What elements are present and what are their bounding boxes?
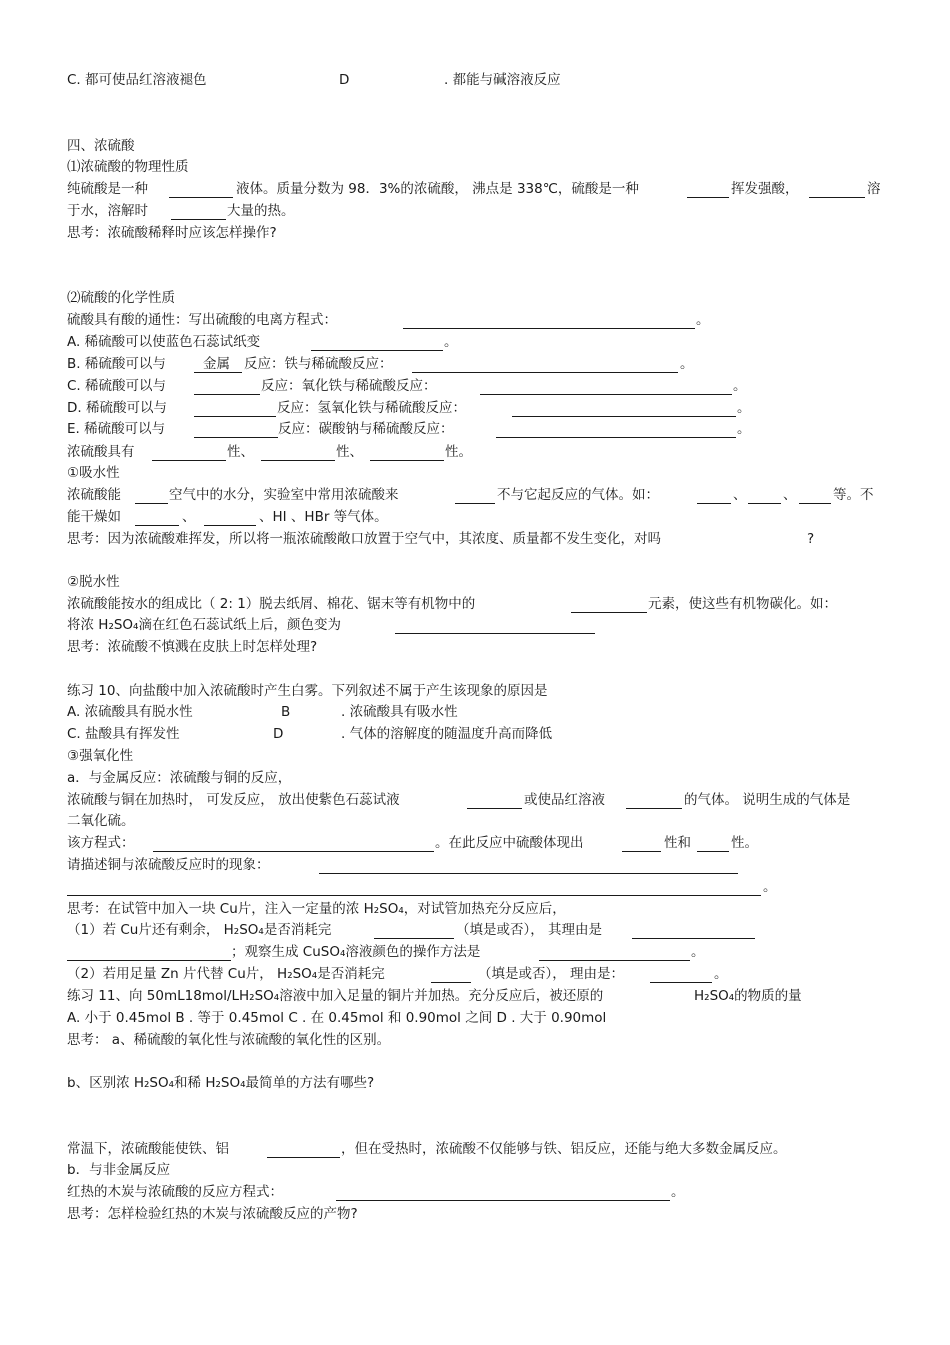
text-line: a．与金属反应：浓硫酸与铜的反应，: [67, 770, 292, 786]
blank[interactable]: [153, 851, 434, 852]
text-line: 。: [714, 966, 728, 982]
blank[interactable]: [632, 938, 755, 939]
blank[interactable]: [395, 633, 595, 634]
blank[interactable]: [336, 1200, 670, 1201]
blank[interactable]: [194, 437, 278, 438]
option-d-letter: D: [273, 726, 284, 742]
blank[interactable]: [480, 394, 732, 395]
blank[interactable]: [319, 873, 738, 874]
think-question: 思考：因为浓硫酸难挥发，所以将一瓶浓硫酸敞口放置于空气中，其浓度、质量都不发生变化，对吗: [67, 531, 661, 547]
blank[interactable]: [539, 960, 690, 961]
subsection-physical: ⑴浓硫酸的物理性质: [67, 159, 189, 175]
option-b-letter: B: [281, 704, 291, 720]
text-line: 性。: [731, 835, 758, 851]
option-d-text: . 都能与碱溶液反应: [444, 72, 561, 88]
text-line: 反应：氢氧化铁与稀硫酸反应：: [277, 400, 466, 416]
think-question: 思考：浓硫酸稀释时应该怎样操作?: [67, 225, 277, 241]
text-line: 液体。质量分数为 98．3%的浓硫酸， 沸点是 338℃，硫酸是一种: [236, 181, 639, 197]
text-line: 性。: [445, 444, 472, 460]
blank[interactable]: [748, 503, 781, 504]
blank[interactable]: [697, 851, 729, 852]
text-line: （填是或否）， 其理由是: [456, 922, 603, 938]
text-line: 浓硫酸与铜在加热时， 可发反应， 放出使紫色石蕊试液: [67, 792, 400, 808]
text-line: H₂SO₄的物质的量: [694, 988, 802, 1004]
heading-dehydrate: ②脱水性: [67, 574, 120, 590]
text-line: 反应：氧化铁与稀硫酸反应：: [261, 378, 437, 394]
text-line: D. 稀硫酸可以与: [67, 400, 167, 416]
text-line: 。: [691, 944, 705, 960]
blank[interactable]: [261, 460, 335, 461]
text-line: 将浓 H₂SO₄滴在红色石蕊试纸上后，颜色变为: [67, 617, 341, 633]
text-line: 反应：铁与稀硫酸反应：: [244, 356, 393, 372]
blank[interactable]: [311, 350, 443, 351]
text-line: B. 稀硫酸可以与: [67, 356, 166, 372]
text-line: E. 稀硫酸可以与: [67, 421, 166, 437]
heading-absorb: ①吸水性: [67, 465, 120, 481]
text-line: 反应：碳酸钠与稀硫酸反应：: [278, 421, 454, 437]
text-line: 。: [763, 879, 777, 895]
blank[interactable]: [403, 328, 695, 329]
blank[interactable]: [687, 197, 729, 198]
text-line: ，但在受热时，浓硫酸不仅能够与铁、铝反应，还能与绝大多数金属反应。: [341, 1141, 787, 1157]
text-line: 硫酸具有酸的通性：写出硫酸的电离方程式：: [67, 312, 337, 328]
exercise-10: 练习 10、向盐酸中加入浓硫酸时产生白雾。下列叙述不属于产生该现象的原因是: [67, 683, 548, 699]
think-question: 思考：怎样检验红热的木炭与浓硫酸反应的产物?: [67, 1206, 358, 1222]
blank[interactable]: [571, 612, 647, 613]
text-line: 二氧化硫。: [67, 813, 135, 829]
text-line: 等。不: [833, 487, 874, 503]
text-line: 。: [696, 312, 710, 328]
blank[interactable]: [809, 197, 865, 198]
blank[interactable]: [697, 503, 731, 504]
text-line: 、: [182, 509, 196, 525]
blank[interactable]: [370, 460, 444, 461]
text-line: 浓硫酸能按水的组成比（ 2: 1）脱去纸屑、棉花、锯末等有机物中的: [67, 596, 476, 612]
text-line: 红热的木炭与浓硫酸的反应方程式：: [67, 1184, 283, 1200]
text-line: 不与它起反应的气体。如：: [497, 487, 659, 503]
option-c: C. 盐酸具有挥发性: [67, 726, 180, 742]
option-a: A. 浓硫酸具有脱水性: [67, 704, 193, 720]
text-line: ?: [807, 531, 815, 547]
text-line: 。: [671, 1184, 685, 1200]
text-line: 请描述铜与浓硫酸反应时的现象：: [67, 857, 270, 873]
text-line: 性和: [664, 835, 691, 851]
blank[interactable]: [431, 982, 471, 983]
exercise-11-options: A. 小于 0.45mol B . 等于 0.45mol C . 在 0.45mol 和 0.90mol 之间 D . 大于 0.90mol: [67, 1010, 607, 1026]
blank[interactable]: [135, 503, 168, 504]
text-line: 、: [783, 487, 797, 503]
blank[interactable]: [194, 416, 276, 417]
blank[interactable]: [135, 525, 179, 526]
text-line: A. 稀硫酸可以使蓝色石蕊试纸变: [67, 334, 261, 350]
option-d: . 气体的溶解度的随温度升高而降低: [341, 726, 553, 742]
text-line: 或使品红溶液: [524, 792, 605, 808]
text-line: 、: [733, 487, 747, 503]
blank[interactable]: [455, 503, 495, 504]
think-question: 思考： a、稀硫酸的氧化性与浓硫酸的氧化性的区别。: [67, 1032, 391, 1048]
text-line: 。在此反应中硫酸体现出: [435, 835, 584, 851]
section-title: 四、浓硫酸: [67, 138, 135, 154]
blank[interactable]: [67, 895, 761, 896]
blank[interactable]: [412, 372, 678, 373]
filled-answer: 金属: [203, 356, 230, 372]
text-line: 于水，溶解时: [67, 203, 148, 219]
text-line: 能干燥如: [67, 509, 121, 525]
text-line: C. 稀硫酸可以与: [67, 378, 167, 394]
option-b: . 浓硫酸具有吸水性: [341, 704, 458, 720]
text-line: 。: [733, 378, 747, 394]
text-line: 元素，使这些有机物碳化。如：: [648, 596, 837, 612]
think-question: b、区别浓 H₂SO₄和稀 H₂SO₄最简单的方法有哪些?: [67, 1075, 375, 1091]
blank[interactable]: [194, 394, 260, 395]
think-question: 思考：在试管中加入一块 Cu片，注入一定量的浓 H₂SO₄，对试管加热充分反应后，: [67, 901, 566, 917]
blank[interactable]: [467, 808, 522, 809]
text-line: 该方程式：: [67, 835, 135, 851]
think-question: 思考：浓硫酸不慎溅在皮肤上时怎样处理?: [67, 639, 318, 655]
text-line: 纯硫酸是一种: [67, 181, 148, 197]
text-line: ；观察生成 CuSO₄溶液颜色的操作方法是: [231, 944, 481, 960]
blank[interactable]: [267, 1157, 340, 1158]
blank[interactable]: [374, 938, 454, 939]
blank[interactable]: [204, 525, 256, 526]
blank[interactable]: [169, 197, 233, 198]
blank[interactable]: [626, 808, 682, 809]
text-line: 。: [680, 356, 694, 372]
subsection-chemical: ⑵硫酸的化学性质: [67, 290, 175, 306]
blank[interactable]: [496, 437, 736, 438]
text-line: 溶: [867, 181, 881, 197]
blank[interactable]: [171, 219, 226, 220]
blank[interactable]: [650, 982, 712, 983]
text-line: 。: [737, 400, 751, 416]
text-line: （填是或否）， 理由是：: [478, 966, 625, 982]
text-line: 浓硫酸具有: [67, 444, 135, 460]
text-line: 常温下，浓硫酸能使铁、铝: [67, 1141, 229, 1157]
text-line: 挥发强酸，: [731, 181, 799, 197]
blank[interactable]: [512, 416, 736, 417]
option-c-text: C. 都可使品红溶液褪色: [67, 72, 207, 88]
text-line: 。: [444, 334, 458, 350]
text-line: 大量的热。: [227, 203, 295, 219]
text-line: （2）若用足量 Zn 片代替 Cu片， H₂SO₄是否消耗完: [67, 966, 385, 982]
text-line: 浓硫酸能: [67, 487, 121, 503]
blank[interactable]: [622, 851, 661, 852]
text-line: 的气体。 说明生成的气体是: [684, 792, 851, 808]
text-line: （1）若 Cu片还有剩余， H₂SO₄是否消耗完: [67, 922, 332, 938]
exercise-11: 练习 11、向 50mL18mol/LH₂SO₄溶液中加入足量的铜片并加热。充分反应后，被还原的: [67, 988, 604, 1004]
text-line: 空气中的水分，实验室中常用浓硫酸来: [169, 487, 399, 503]
blank[interactable]: [67, 960, 231, 961]
text-line: 。: [737, 421, 751, 437]
text-line: 性、: [227, 444, 254, 460]
text-line: 、HI 、HBr 等气体。: [259, 509, 388, 525]
heading-nonmetal: b．与非金属反应: [67, 1162, 171, 1178]
blank[interactable]: [194, 372, 242, 373]
text-line: 性、: [336, 444, 363, 460]
blank[interactable]: [799, 503, 831, 504]
blank[interactable]: [152, 460, 226, 461]
heading-oxidizing: ③强氧化性: [67, 748, 134, 764]
option-d-letter: D: [339, 72, 350, 88]
